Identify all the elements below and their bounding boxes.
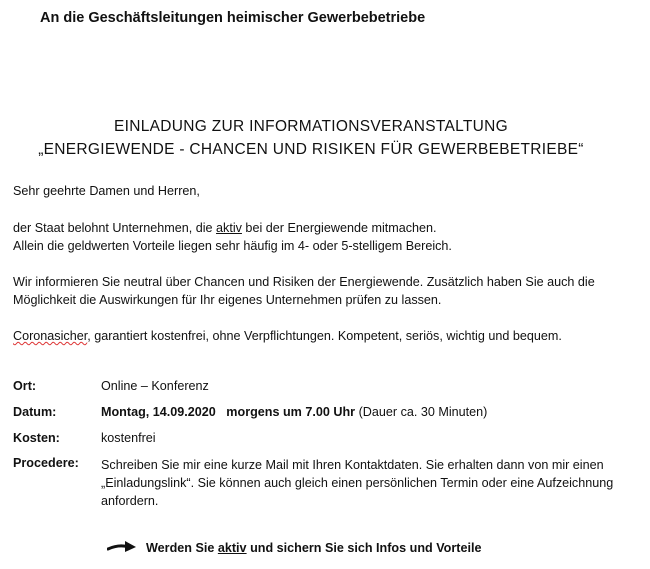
para1-text-before: der Staat belohnt Unternehmen, die	[13, 221, 217, 235]
datum-time: morgens um 7.00 Uhr	[226, 405, 356, 419]
datum-duration-note: (Dauer ca. 30 Minuten)	[355, 405, 488, 419]
spellcheck-flagged-word: Coronasicher	[13, 329, 88, 343]
kosten-value: kostenfrei	[101, 431, 156, 445]
datum-date: Montag, 14.09.2020	[101, 405, 216, 419]
ort-value: Online – Konferenz	[101, 379, 209, 393]
paragraph-2-line-1: Wir informieren Sie neutral über Chancen und Risiken der Energiewende. Zusätzlich haben Sie auch die	[13, 275, 595, 289]
cta-underlined-word: aktiv	[217, 541, 247, 555]
cta-text-before: Werden Sie	[146, 541, 218, 555]
para1-underlined-word: aktiv	[216, 221, 242, 235]
cta-text-after: und sichern Sie sich Infos und Vorteile	[246, 541, 482, 555]
greeting: Sehr geehrte Damen und Herren,	[13, 184, 200, 198]
procedere-value: Schreiben Sie mir eine kurze Mail mit Ihren Kontaktdaten. Sie erhalten dann von mir einen „Einladungslink“. Sie können auch gleich einen persönlichen Termin oder eine Aufzeichnung anfordern.	[101, 458, 614, 508]
kosten-label: Kosten:	[13, 431, 60, 445]
paragraph-2-line-2: Möglichkeit die Auswirkungen für Ihr eigenes Unternehmen prüfen zu lassen.	[13, 293, 442, 307]
ort-label: Ort:	[13, 379, 37, 393]
datum-value	[101, 405, 487, 419]
paragraph-1-line-1	[13, 219, 437, 237]
recipient-line: An die Geschäftsleitungen heimischer Gewerbebetriebe	[40, 10, 426, 26]
procedere-label: Procedere:	[13, 456, 79, 470]
para3-text: , garantiert kostenfrei, ohne Verpflichtungen. Kompetent, seriös, wichtig und bequem.	[87, 329, 562, 343]
para1-text-after: bei der Energiewende mitmachen.	[241, 221, 437, 235]
call-to-action	[146, 541, 481, 555]
right-arrow-icon	[107, 540, 137, 559]
paragraph-1-line-2: Allein die geldwerten Vorteile liegen sehr häufig im 4- oder 5-stelligem Bereich.	[13, 239, 452, 253]
title-line-2: „ENERGIEWENDE - CHANCEN UND RISIKEN FÜR GEWERBEBETRIEBE“	[38, 141, 584, 158]
title-line-1: EINLADUNG ZUR INFORMATIONSVERANSTALTUNG	[113, 118, 509, 135]
paragraph-3	[13, 327, 562, 345]
datum-label: Datum:	[13, 405, 57, 419]
